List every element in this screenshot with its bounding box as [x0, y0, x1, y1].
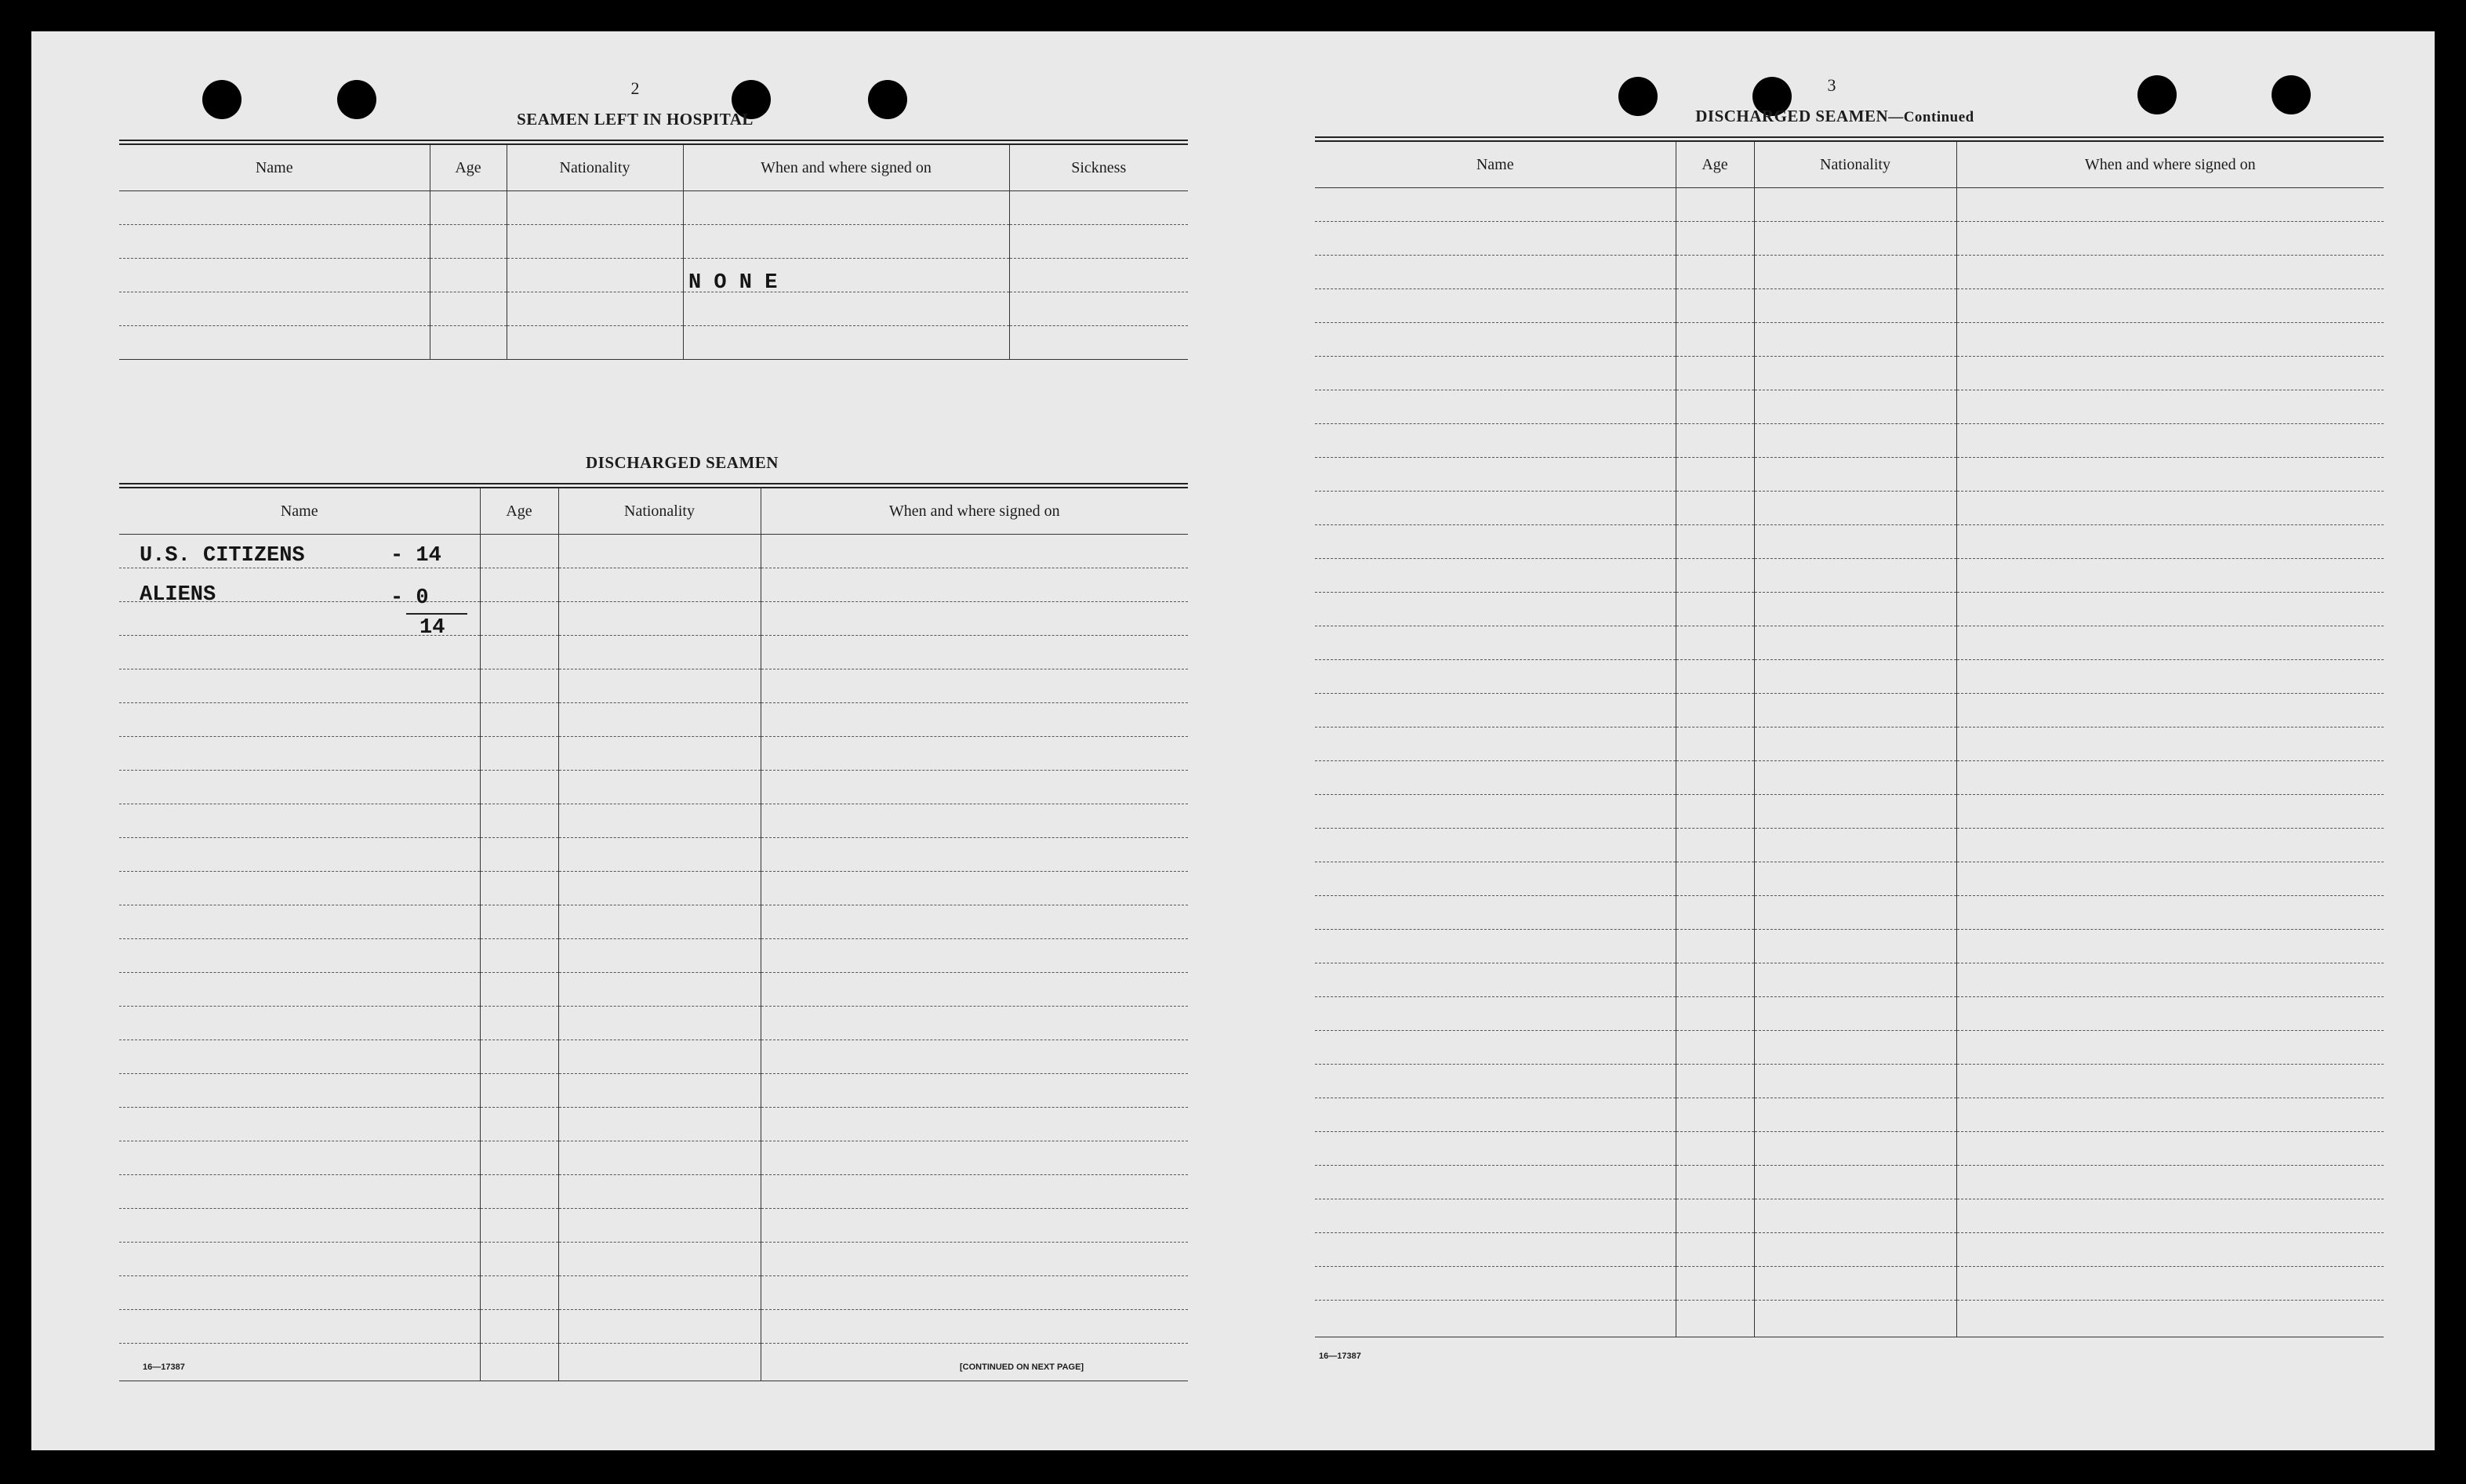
column-header: When and where signed on [761, 488, 1188, 535]
table-row [1315, 188, 2384, 222]
table-row [119, 905, 1188, 939]
aliens-label: ALIENS [140, 583, 216, 607]
title-main: DISCHARGED SEAMEN [1695, 107, 1889, 125]
table-row [119, 568, 1188, 602]
table-row [119, 838, 1188, 872]
punch-hole-icon [868, 80, 907, 119]
table-row [1315, 795, 2384, 829]
table-row [119, 225, 1188, 259]
column-header: Name [119, 145, 430, 191]
table-row [119, 259, 1188, 292]
table-row [1315, 1267, 2384, 1301]
total-underline [406, 613, 467, 615]
table-row [1315, 424, 2384, 458]
table-row [119, 939, 1188, 973]
table-row [1315, 1166, 2384, 1199]
table-row [1315, 390, 2384, 424]
table-row [119, 636, 1188, 669]
table-row [119, 1040, 1188, 1074]
column-header: When and where signed on [683, 145, 1009, 191]
punch-hole-icon [337, 80, 376, 119]
table-row [119, 973, 1188, 1007]
table-row [1315, 963, 2384, 997]
hospital-table [119, 145, 1188, 360]
column-header: When and where signed on [1956, 142, 2384, 188]
table-row [119, 326, 1188, 360]
table-row [1315, 256, 2384, 289]
table-row [119, 1175, 1188, 1209]
table-row [1315, 559, 2384, 593]
column-header: Age [1676, 142, 1754, 188]
table-row [1315, 761, 2384, 795]
table-row [1315, 458, 2384, 492]
table-row [1315, 357, 2384, 390]
table-row [119, 1108, 1188, 1141]
us-citizens-count: - 14 [390, 544, 441, 568]
column-header: Name [1315, 142, 1676, 188]
table-row [119, 191, 1188, 225]
table-row [119, 602, 1188, 636]
divider [119, 483, 1188, 484]
punch-hole-icon [202, 80, 242, 119]
continued-note: [CONTINUED ON NEXT PAGE] [960, 1362, 1084, 1372]
table-row [1315, 896, 2384, 930]
column-header: Nationality [558, 488, 761, 535]
page-number: 2 [630, 78, 640, 98]
table-row [1315, 829, 2384, 862]
page-number: 3 [1827, 75, 1836, 95]
form-number: 16—17387 [1319, 1352, 1361, 1361]
column-header: Nationality [1754, 142, 1956, 188]
table-row [119, 1007, 1188, 1040]
table-row [119, 1141, 1188, 1175]
document-sheet [31, 31, 2435, 1450]
hospital-section-title: SEAMEN LEFT IN HOSPITAL [517, 110, 754, 129]
form-number: 16—17387 [143, 1362, 185, 1372]
table-row [1315, 626, 2384, 660]
table-row [119, 1209, 1188, 1243]
table-row [119, 804, 1188, 838]
discharged-continued-title [1615, 107, 2054, 126]
table-row [1315, 930, 2384, 963]
table-row [119, 292, 1188, 326]
table-row [1315, 593, 2384, 626]
table-row [1315, 1301, 2384, 1337]
table-row [1315, 660, 2384, 694]
table-row [119, 737, 1188, 771]
table-row [119, 771, 1188, 804]
column-header: Age [430, 145, 507, 191]
discharged-table [119, 488, 1188, 1381]
table-row [1315, 525, 2384, 559]
table-row [1315, 1098, 2384, 1132]
column-header: Nationality [507, 145, 683, 191]
table-row [1315, 492, 2384, 525]
table-row [1315, 222, 2384, 256]
total-count: 14 [419, 616, 445, 640]
us-citizens-label: U.S. CITIZENS [140, 544, 305, 568]
punch-hole-icon [2272, 75, 2311, 114]
table-row [119, 1074, 1188, 1108]
table-row [119, 1310, 1188, 1344]
aliens-count: - 0 [390, 586, 429, 610]
table-row [119, 669, 1188, 703]
divider [1315, 136, 2384, 138]
title-suffix: —Continued [1888, 109, 1974, 125]
punch-hole-icon [2137, 75, 2177, 114]
hospital-none-entry: N O N E [688, 271, 778, 295]
table-row [1315, 727, 2384, 761]
table-row [119, 1276, 1188, 1310]
table-row [119, 872, 1188, 905]
table-row [1315, 862, 2384, 896]
column-header: Age [480, 488, 558, 535]
table-row [1315, 323, 2384, 357]
table-row [1315, 1199, 2384, 1233]
table-row [1315, 289, 2384, 323]
table-row [119, 1243, 1188, 1276]
table-row [1315, 1065, 2384, 1098]
table-row [1315, 1031, 2384, 1065]
table-row [1315, 1132, 2384, 1166]
table-row [1315, 997, 2384, 1031]
column-header: Name [119, 488, 480, 535]
table-row [1315, 1233, 2384, 1267]
table-row [1315, 694, 2384, 727]
discharged-section-title: DISCHARGED SEAMEN [586, 453, 779, 472]
table-row [119, 703, 1188, 737]
discharged-continued-table [1315, 142, 2384, 1337]
divider [119, 140, 1188, 141]
column-header: Sickness [1009, 145, 1188, 191]
